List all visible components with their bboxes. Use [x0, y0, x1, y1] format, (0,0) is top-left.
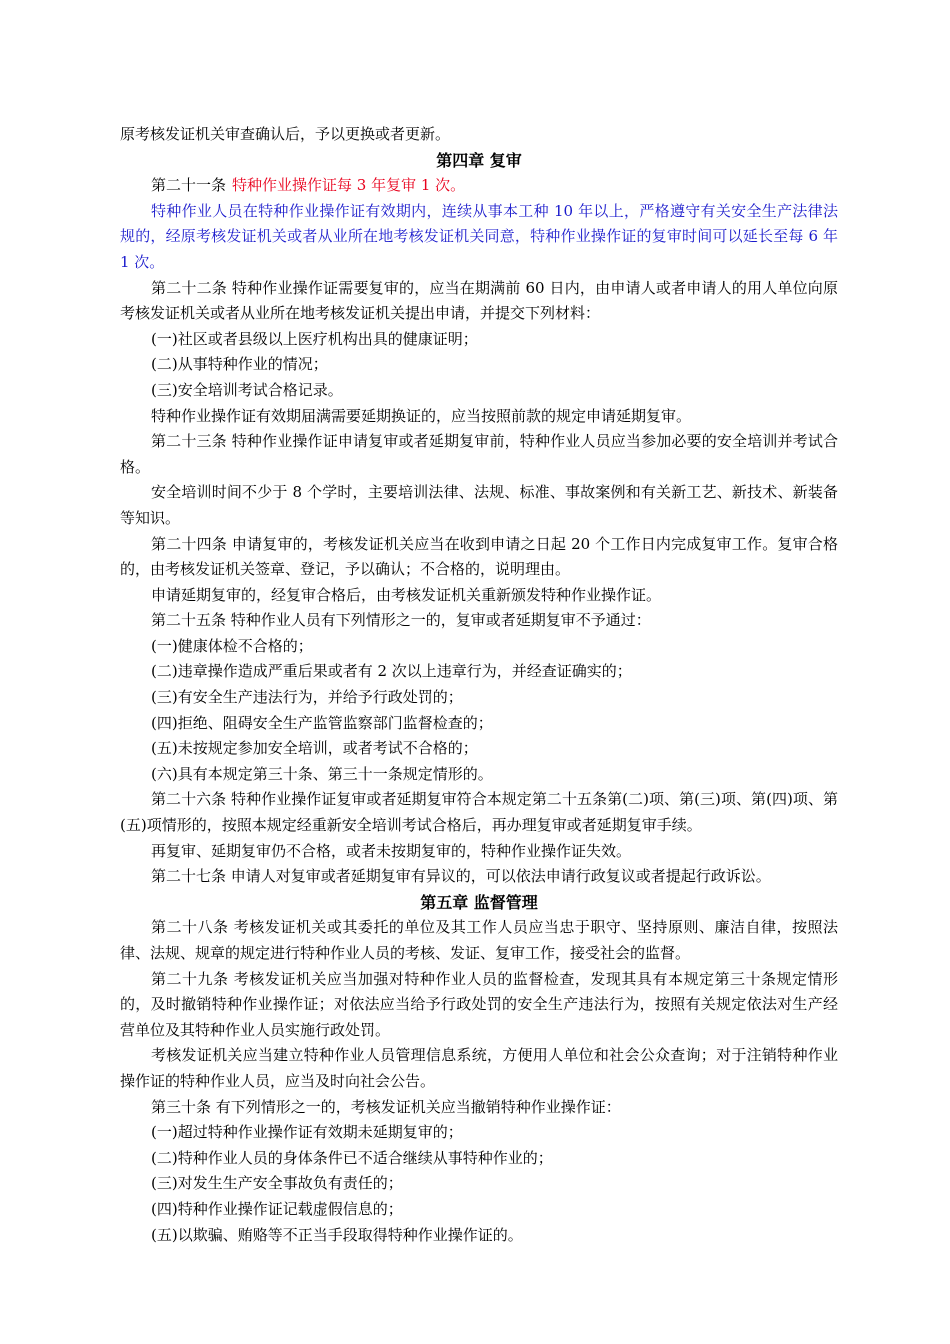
article-25: 第二十五条 特种作业人员有下列情形之一的，复审或者延期复审不予通过： [151, 611, 651, 630]
article-30-item-4: (四)特种作业操作证记载虚假信息的； [151, 1199, 403, 1218]
article-30-item-5: (五)以欺骗、贿赂等不正当手段取得特种作业操作证的。 [151, 1225, 523, 1244]
article-22: 第二十二条 特种作业操作证需要复审的，应当在期满前 60 日内，由申请人或者申请人的用人单位向原考核发证机关或者从业所在地考核发证机关提出申请，并提交下列材料： [120, 278, 838, 323]
article-25-item-2: (二)违章操作造成严重后果或者有 2 次以上违章行为，并经查证确实的； [151, 662, 632, 681]
article-30: 第三十条 有下列情形之一的，考核发证机关应当撤销特种作业操作证： [151, 1097, 621, 1116]
article-22-item-3: (三)安全培训考试合格记录。 [151, 380, 343, 399]
chapter-4-heading: 第四章 复审 [436, 150, 522, 170]
article-26-paragraph-2: 再复审、延期复审仍不合格，或者未按期复审的，特种作业操作证失效。 [151, 841, 632, 860]
article-24: 第二十四条 申请复审的，考核发证机关应当在收到申请之日起 20 个工作日内完成复审工作。复审合格的，由考核发证机关签章、登记，予以确认；不合格的，说明理由。 [120, 534, 838, 579]
article-29-paragraph-2: 考核发证机关应当建立特种作业人员管理信息系统，方便用人单位和社会公众查询；对于注销特种作业操作证的特种作业人员，应当及时向社会公告。 [120, 1046, 838, 1090]
article-25-item-1: (一)健康体检不合格的； [151, 636, 313, 655]
document-page [120, 122, 838, 1248]
article-26: 第二十六条 特种作业操作证复审或者延期复审符合本规定第二十五条第(二)项、第(三)项、第(四)项、第(五)项情形的，按照本规定经重新安全培训考试合格后，再办理复审或者延期复审手续。 [120, 790, 838, 835]
article-30-item-2: (二)特种作业人员的身体条件已不适合继续从事特种作业的； [151, 1148, 553, 1167]
article-25-item-5: (五)未按规定参加安全培训，或者考试不合格的； [151, 739, 478, 758]
article-23: 第二十三条 特种作业操作证申请复审或者延期复审前，特种作业人员应当参加必要的安全培训并考试合格。 [120, 432, 838, 476]
article-28: 第二十八条 考核发证机关或其委托的单位及其工作人员应当忠于职守、坚持原则、廉洁自律，按照法律、法规、规章的规定进行特种作业人员的考核、发证、复审工作，接受社会的监督。 [120, 918, 838, 962]
article-25-item-4: (四)拒绝、阻碍安全生产监管监察部门监督检查的； [151, 713, 493, 732]
chapter-5-heading: 第五章 监督管理 [420, 892, 538, 912]
article-30-item-1: (一)超过特种作业操作证有效期未延期复审的； [151, 1123, 463, 1142]
intro-paragraph: 原考核发证机关审查确认后，予以更换或者更新。 [120, 125, 451, 143]
article-29: 第二十九条 考核发证机关应当加强对特种作业人员的监督检查，发现其具有本规定第三十条规定情形的，及时撤销特种作业操作证；对依法应当给予行政处罚的安全生产违法行为，按照有关规定依法对生产经营单位及其特种作业人员实施行政处罚。 [120, 969, 838, 1039]
article-22-item-1: (一)社区或者县级以上医疗机构出具的健康证明； [151, 329, 478, 348]
article-22-item-2: (二)从事特种作业的情况； [151, 355, 328, 374]
article-21-label: 第二十一条 [151, 176, 227, 195]
article-21 [120, 173, 838, 199]
article-25-item-6: (六)具有本规定第三十条、第三十一条规定情形的。 [151, 764, 493, 783]
article-21-paragraph-2: 特种作业人员在特种作业操作证有效期内，连续从事本工种 10 年以上，严格遵守有关安全生产法律法规的，经原考核发证机关或者从业所在地考核发证机关同意，特种作业操作证的复审时间可以延长至每 6 年 1 次。 [120, 201, 838, 271]
article-22-paragraph-2: 特种作业操作证有效期届满需要延期换证的，应当按照前款的规定申请延期复审。 [151, 406, 692, 425]
article-24-paragraph-2: 申请延期复审的，经复审合格后，由考核发证机关重新颁发特种作业操作证。 [151, 585, 662, 604]
article-27: 第二十七条 申请人对复审或者延期复审有异议的，可以依法申请行政复议或者提起行政诉讼。 [151, 867, 771, 886]
article-21-text: 特种作业操作证每 3 年复审 1 次。 [232, 176, 466, 195]
article-25-item-3: (三)有安全生产违法行为，并给予行政处罚的； [151, 688, 463, 707]
article-30-item-3: (三)对发生生产安全事故负有责任的； [151, 1174, 403, 1193]
article-23-paragraph-2: 安全培训时间不少于 8 个学时，主要培训法律、法规、标准、事故案例和有关新工艺、新技术、新装备等知识。 [120, 483, 838, 527]
